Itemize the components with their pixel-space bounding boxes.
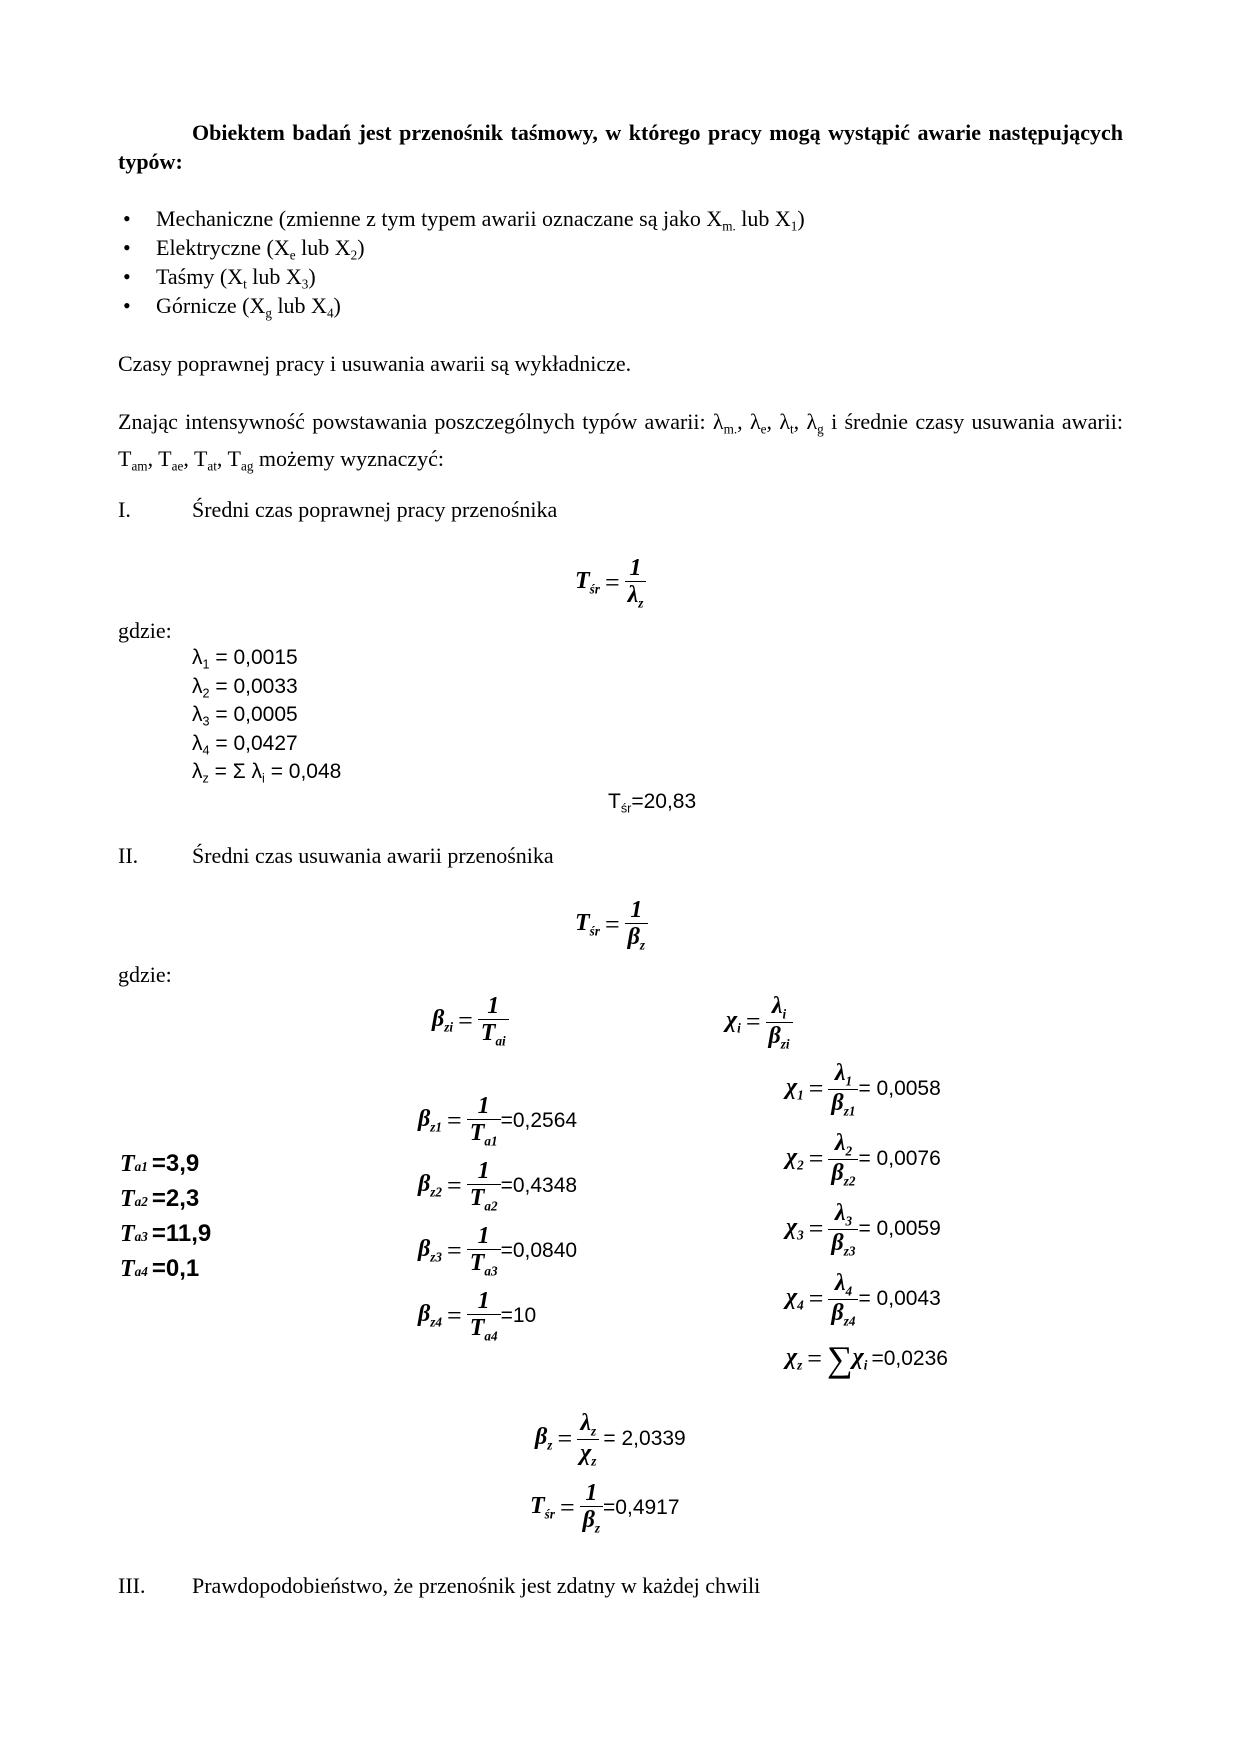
beta-z-formula: $\beta_z$ = $\frac{\lambda_z}{\chi_z}$ = 2,0339 [535, 1410, 686, 1469]
bullet-icon: • [123, 206, 131, 231]
section-1-number: I. [118, 497, 131, 522]
ta-value: T a1 =3,9 [120, 1150, 200, 1177]
lambda-4: $\lambda_4 = 0,0427$ [192, 732, 298, 758]
list-item: • Mechaniczne (zmienne z tym typem awarii oznaczane są jako $X_{m.}$ lub $X_1$) [123, 206, 805, 234]
section-2-title: Średni czas usuwania awarii przenośnika [192, 843, 554, 868]
chi-1-formula: $\chi_1$ = $\frac{\lambda_1}{\beta_{z1}}$ = 0,0058 [786, 1060, 941, 1119]
chi-2-formula: $\chi_2$ = $\frac{\lambda_2}{\beta_{z2}}$ = 0,0076 [786, 1130, 941, 1189]
list-item: • Taśmy ($X_t$ lub $X_3$) [123, 264, 316, 292]
section-3-title: Prawdopodobieństwo, że przenośnik jest zdatny w każdej chwili [192, 1573, 761, 1598]
beta-z3-formula: $\beta_{z3}$ = $\frac{1}{T_{a3}}$ =0,0840 [418, 1223, 578, 1279]
lambda-z: $\lambda_z = \Sigma$ $\lambda_i = 0,048$ [192, 760, 342, 786]
mean-repair-result: $T_{śr}$ = $\frac{1}{\beta_z}$ =0,4917 [530, 1480, 680, 1536]
section-3-number: III. [118, 1573, 146, 1598]
list-item: • Górnicze ($X_g$ lub $X_4$) [123, 293, 341, 321]
intro-paragraph: Obiektem badań jest przenośnik taśmowy, w którego pracy mogą wystąpić awarie następujących typów: [118, 120, 1123, 174]
chi-4-formula: $\chi_4$ = $\frac{\lambda_4}{\beta_{z4}}$ = 0,0043 [786, 1270, 941, 1329]
mean-repair-formula: $T_{śr}$ = $\frac{1}{\beta_z}$ [575, 897, 648, 953]
bullet-icon: • [123, 235, 131, 260]
ta-value: T a2 =2,3 [120, 1185, 200, 1212]
chi-sum-formula: $\chi_z$ = ∑ $\chi_i$ =0,0236 [786, 1339, 948, 1379]
lambda-2: $\lambda_2 = 0,0033$ [192, 675, 298, 701]
bullet-icon: • [123, 264, 131, 289]
mean-uptime-formula: $T_{śr}$ = $\frac{1}{\lambda_z}$ [575, 555, 646, 611]
lambda-3: $\lambda_3 = 0,0005$ [192, 703, 298, 729]
summation-icon: ∑ [826, 1339, 853, 1379]
given-parameters-paragraph: Znając intensywność powstawania poszczególnych typów awarii: $\lambda_{m.}$, $\lambda_e$, $\lambda_t$, $\lambda_g$ i średnie czasy usuwania awarii: $T_{am}$, $T_{ae}$, $T_{at}$, $T_{ag}$ możemy wyznaczyć: [118, 409, 1123, 474]
mean-uptime-result: $T_{śr}=20,83$ [608, 790, 697, 816]
beta-general-formula: $\beta_{zi}$ = $\frac{1}{T_{ai}}$ [432, 993, 509, 1049]
where-label-2: gdzie: [118, 962, 172, 987]
chi-3-formula: $\chi_3$ = $\frac{\lambda_3}{\beta_{z3}}$ = 0,0059 [786, 1200, 941, 1259]
failure-types-list [118, 204, 805, 320]
list-item: • Elektryczne ($X_e$ lub $X_2$) [123, 235, 365, 263]
chi-general-formula: $\chi_i$ = $\frac{\lambda_i}{\beta_{zi}}$ [726, 993, 793, 1051]
ta-value: T a4 =0,1 [120, 1255, 200, 1282]
beta-z2-formula: $\beta_{z2}$ = $\frac{1}{T_{a2}}$ =0,4348 [418, 1158, 578, 1214]
beta-z4-formula: $\beta_{z4}$ = $\frac{1}{T_{a4}}$ =10 [418, 1288, 537, 1344]
ta-value: T a3 =11,9 [120, 1220, 212, 1247]
beta-z1-formula: $\beta_{z1}$ = $\frac{1}{T_{a1}}$ =0,2564 [418, 1093, 578, 1149]
lambda-1: $\lambda_1 = 0,0015$ [192, 646, 298, 672]
exponential-note: Czasy poprawnej pracy i usuwania awarii są wykładnicze. [118, 351, 632, 376]
section-2-number: II. [118, 843, 139, 868]
bullet-icon: • [123, 293, 131, 318]
where-label: gdzie: [118, 618, 172, 643]
section-1-title: Średni czas poprawnej pracy przenośnika [192, 497, 558, 522]
